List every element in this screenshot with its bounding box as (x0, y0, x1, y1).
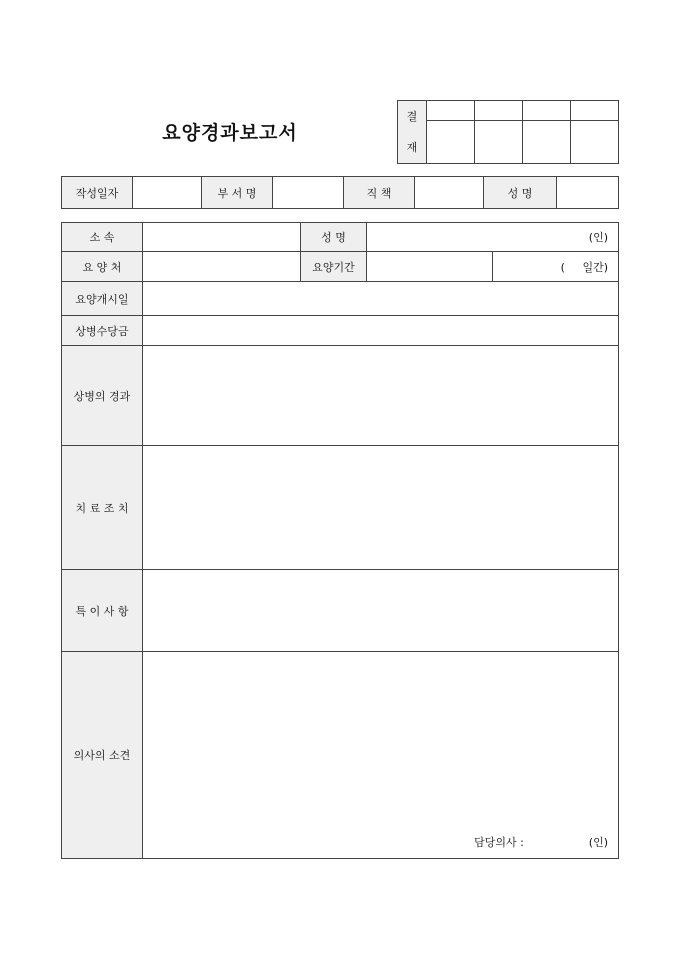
approval-label-top: 결 (406, 110, 418, 123)
progress-label: 상병의 경과 (62, 346, 143, 446)
position-label: 직 책 (344, 177, 415, 209)
name-field[interactable] (557, 177, 619, 209)
author-info-table (61, 176, 619, 209)
allowance-field[interactable] (143, 316, 619, 346)
remarks-field[interactable] (143, 570, 619, 652)
treatment-label: 치 료 조 치 (62, 446, 143, 570)
dept-label: 부 서 명 (202, 177, 273, 209)
care-start-field[interactable] (143, 282, 619, 316)
approval-box (397, 100, 619, 164)
doctor-label: 담당의사 : (474, 836, 524, 849)
dept-field[interactable] (273, 177, 344, 209)
care-place-field[interactable] (143, 252, 301, 282)
approval-sign-cell[interactable] (571, 121, 619, 164)
opinion-label: 의사의 소견 (62, 652, 143, 859)
care-start-label: 요양개시일 (62, 282, 143, 316)
approval-sign-cell[interactable] (523, 121, 571, 164)
days-suffix: ( 일간) (560, 260, 608, 274)
treatment-field[interactable] (143, 446, 619, 570)
position-field[interactable] (415, 177, 484, 209)
opinion-field[interactable] (143, 652, 619, 859)
care-period-field[interactable] (367, 252, 493, 282)
seal-mark: (인) (588, 231, 608, 244)
allowance-label: 상병수당금 (62, 316, 143, 346)
approval-title-cell[interactable] (523, 101, 571, 121)
doctor-signature (470, 834, 608, 850)
affiliation-field[interactable] (143, 223, 301, 252)
approval-title-cell[interactable] (475, 101, 523, 121)
patient-name-label: 성 명 (301, 223, 367, 252)
care-period-label: 요양기간 (301, 252, 367, 282)
date-label: 작성일자 (62, 177, 133, 209)
approval-title-cell[interactable] (427, 101, 475, 121)
approval-title-cell[interactable] (571, 101, 619, 121)
approval-sign-cell[interactable] (427, 121, 475, 164)
report-table (61, 222, 619, 859)
progress-field[interactable] (143, 346, 619, 446)
patient-name-field[interactable] (367, 223, 619, 252)
care-days-field[interactable] (493, 252, 619, 282)
affiliation-label: 소 속 (62, 223, 143, 252)
approval-label (398, 101, 427, 164)
approval-label-bottom: 재 (406, 141, 418, 154)
date-field[interactable] (133, 177, 202, 209)
remarks-label: 특 이 사 항 (62, 570, 143, 652)
page-title: 요양경과보고서 (162, 122, 298, 144)
care-place-label: 요 양 처 (62, 252, 143, 282)
name-label: 성 명 (484, 177, 557, 209)
approval-sign-cell[interactable] (475, 121, 523, 164)
doctor-seal: (인) (588, 836, 608, 849)
